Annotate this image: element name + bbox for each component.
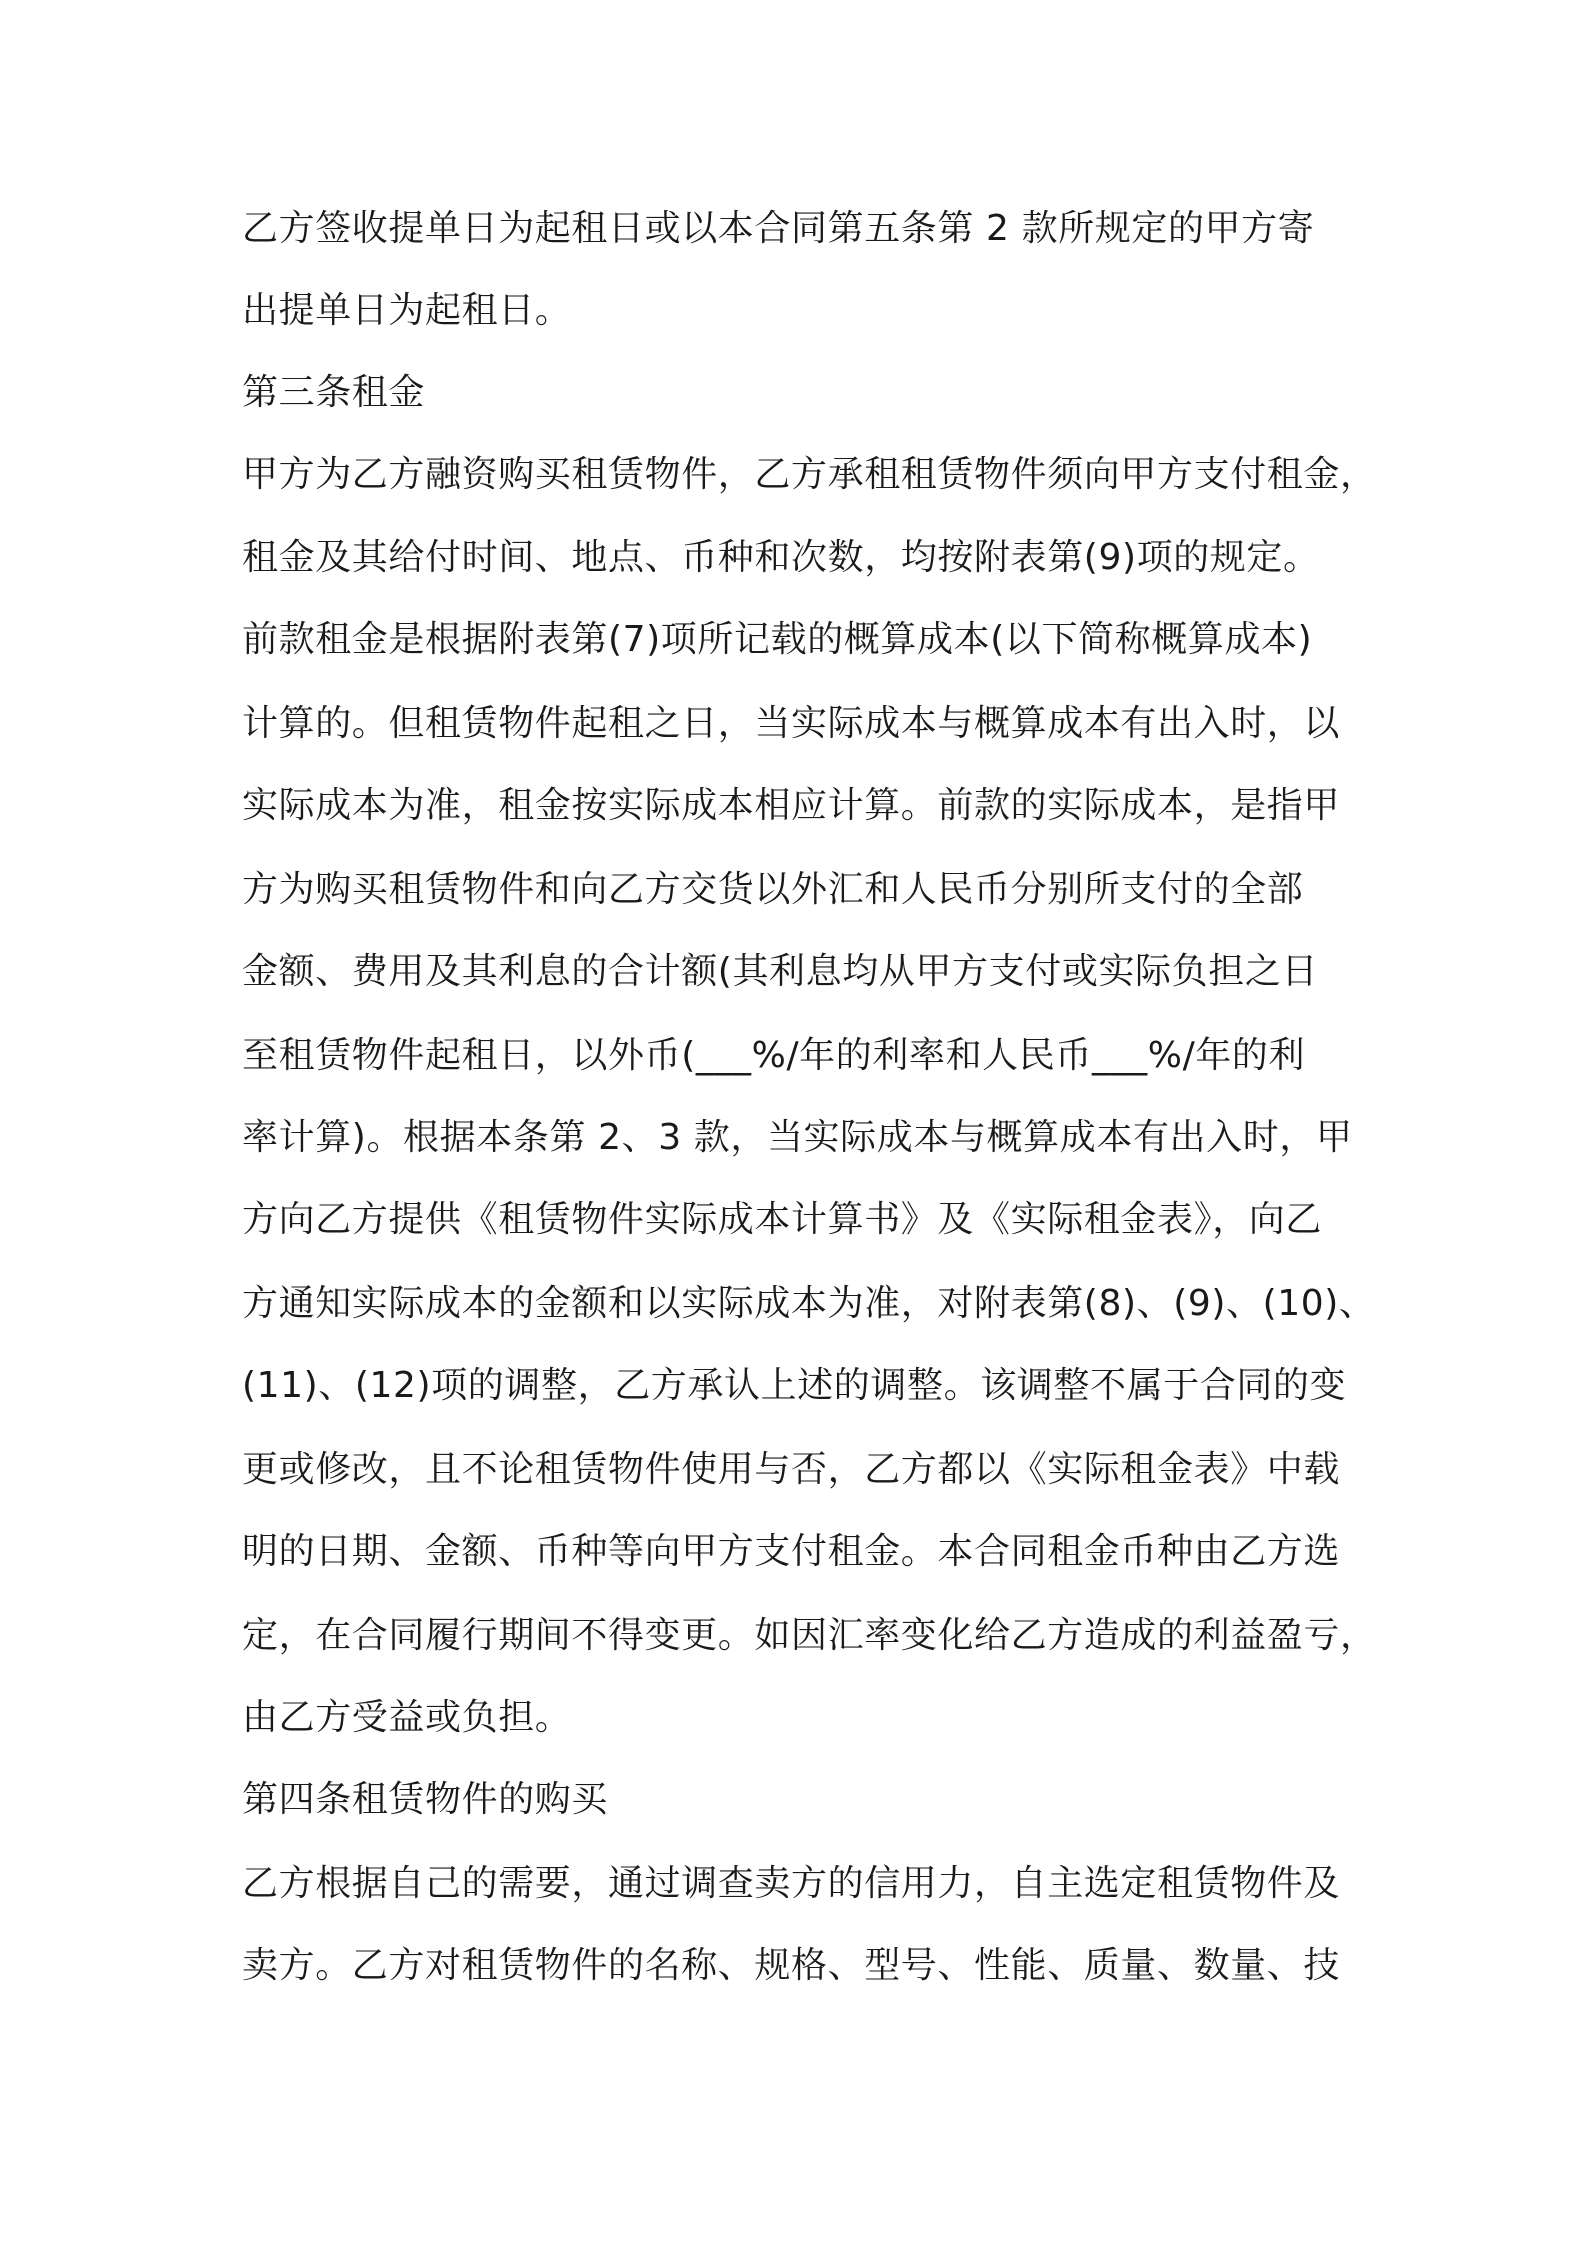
text-line: 甲方为乙方融资购买租赁物件，乙方承租租赁物件须向甲方支付租金， (242, 454, 1377, 495)
text-line: 出提单日为起租日。 (242, 290, 572, 331)
section-heading: 第三条租金 (242, 372, 426, 413)
text-line: 至租赁物件起租日，以外币(___%/年的利率和人民币___%/年的利 (242, 1035, 1306, 1076)
text-line: 前款租金是根据附表第(7)项所记载的概算成本(以下简称概算成本) (242, 619, 1313, 660)
text-line: 乙方根据自己的需要，通过调查卖方的信用力，自主选定租赁物件及 (242, 1863, 1341, 1904)
text-line: 方通知实际成本的金额和以实际成本为准，对附表第(8)、(9)、(10)、 (242, 1283, 1376, 1324)
text-line: 方为购买租赁物件和向乙方交货以外汇和人民币分别所支付的全部 (242, 869, 1304, 910)
text-line: 租金及其给付时间、地点、币种和次数，均按附表第(9)项的规定。 (242, 537, 1320, 578)
text-line: 方向乙方提供《租赁物件实际成本计算书》及《实际租金表》，向乙 (242, 1199, 1323, 1240)
text-line: 卖方。乙方对租赁物件的名称、规格、型号、性能、质量、数量、技 (242, 1945, 1341, 1986)
text-line: (11)、(12)项的调整，乙方承认上述的调整。该调整不属于合同的变 (242, 1365, 1347, 1406)
text-line: 明的日期、金额、币种等向甲方支付租金。本合同租金币种由乙方选 (242, 1531, 1341, 1572)
section-heading: 第四条租赁物件的购买 (242, 1779, 609, 1820)
text-line: 金额、费用及其利息的合计额(其利息均从甲方支付或实际负担之日 (242, 951, 1319, 992)
text-line: 计算的。但租赁物件起租之日，当实际成本与概算成本有出入时，以 (242, 703, 1341, 744)
text-line: 由乙方受益或负担。 (242, 1697, 572, 1738)
text-line: 乙方签收提单日为起租日或以本合同第五条第 2 款所规定的甲方寄 (242, 208, 1315, 249)
text-line: 率计算)。根据本条第 2、3 款，当实际成本与概算成本有出入时，甲 (242, 1117, 1353, 1158)
text-line: 实际成本为准，租金按实际成本相应计算。前款的实际成本，是指甲 (242, 785, 1341, 826)
text-line: 定，在合同履行期间不得变更。如因汇率变化给乙方造成的利益盈亏， (242, 1615, 1377, 1656)
text-line: 更或修改，且不论租赁物件使用与否，乙方都以《实际租金表》中载 (242, 1449, 1341, 1490)
